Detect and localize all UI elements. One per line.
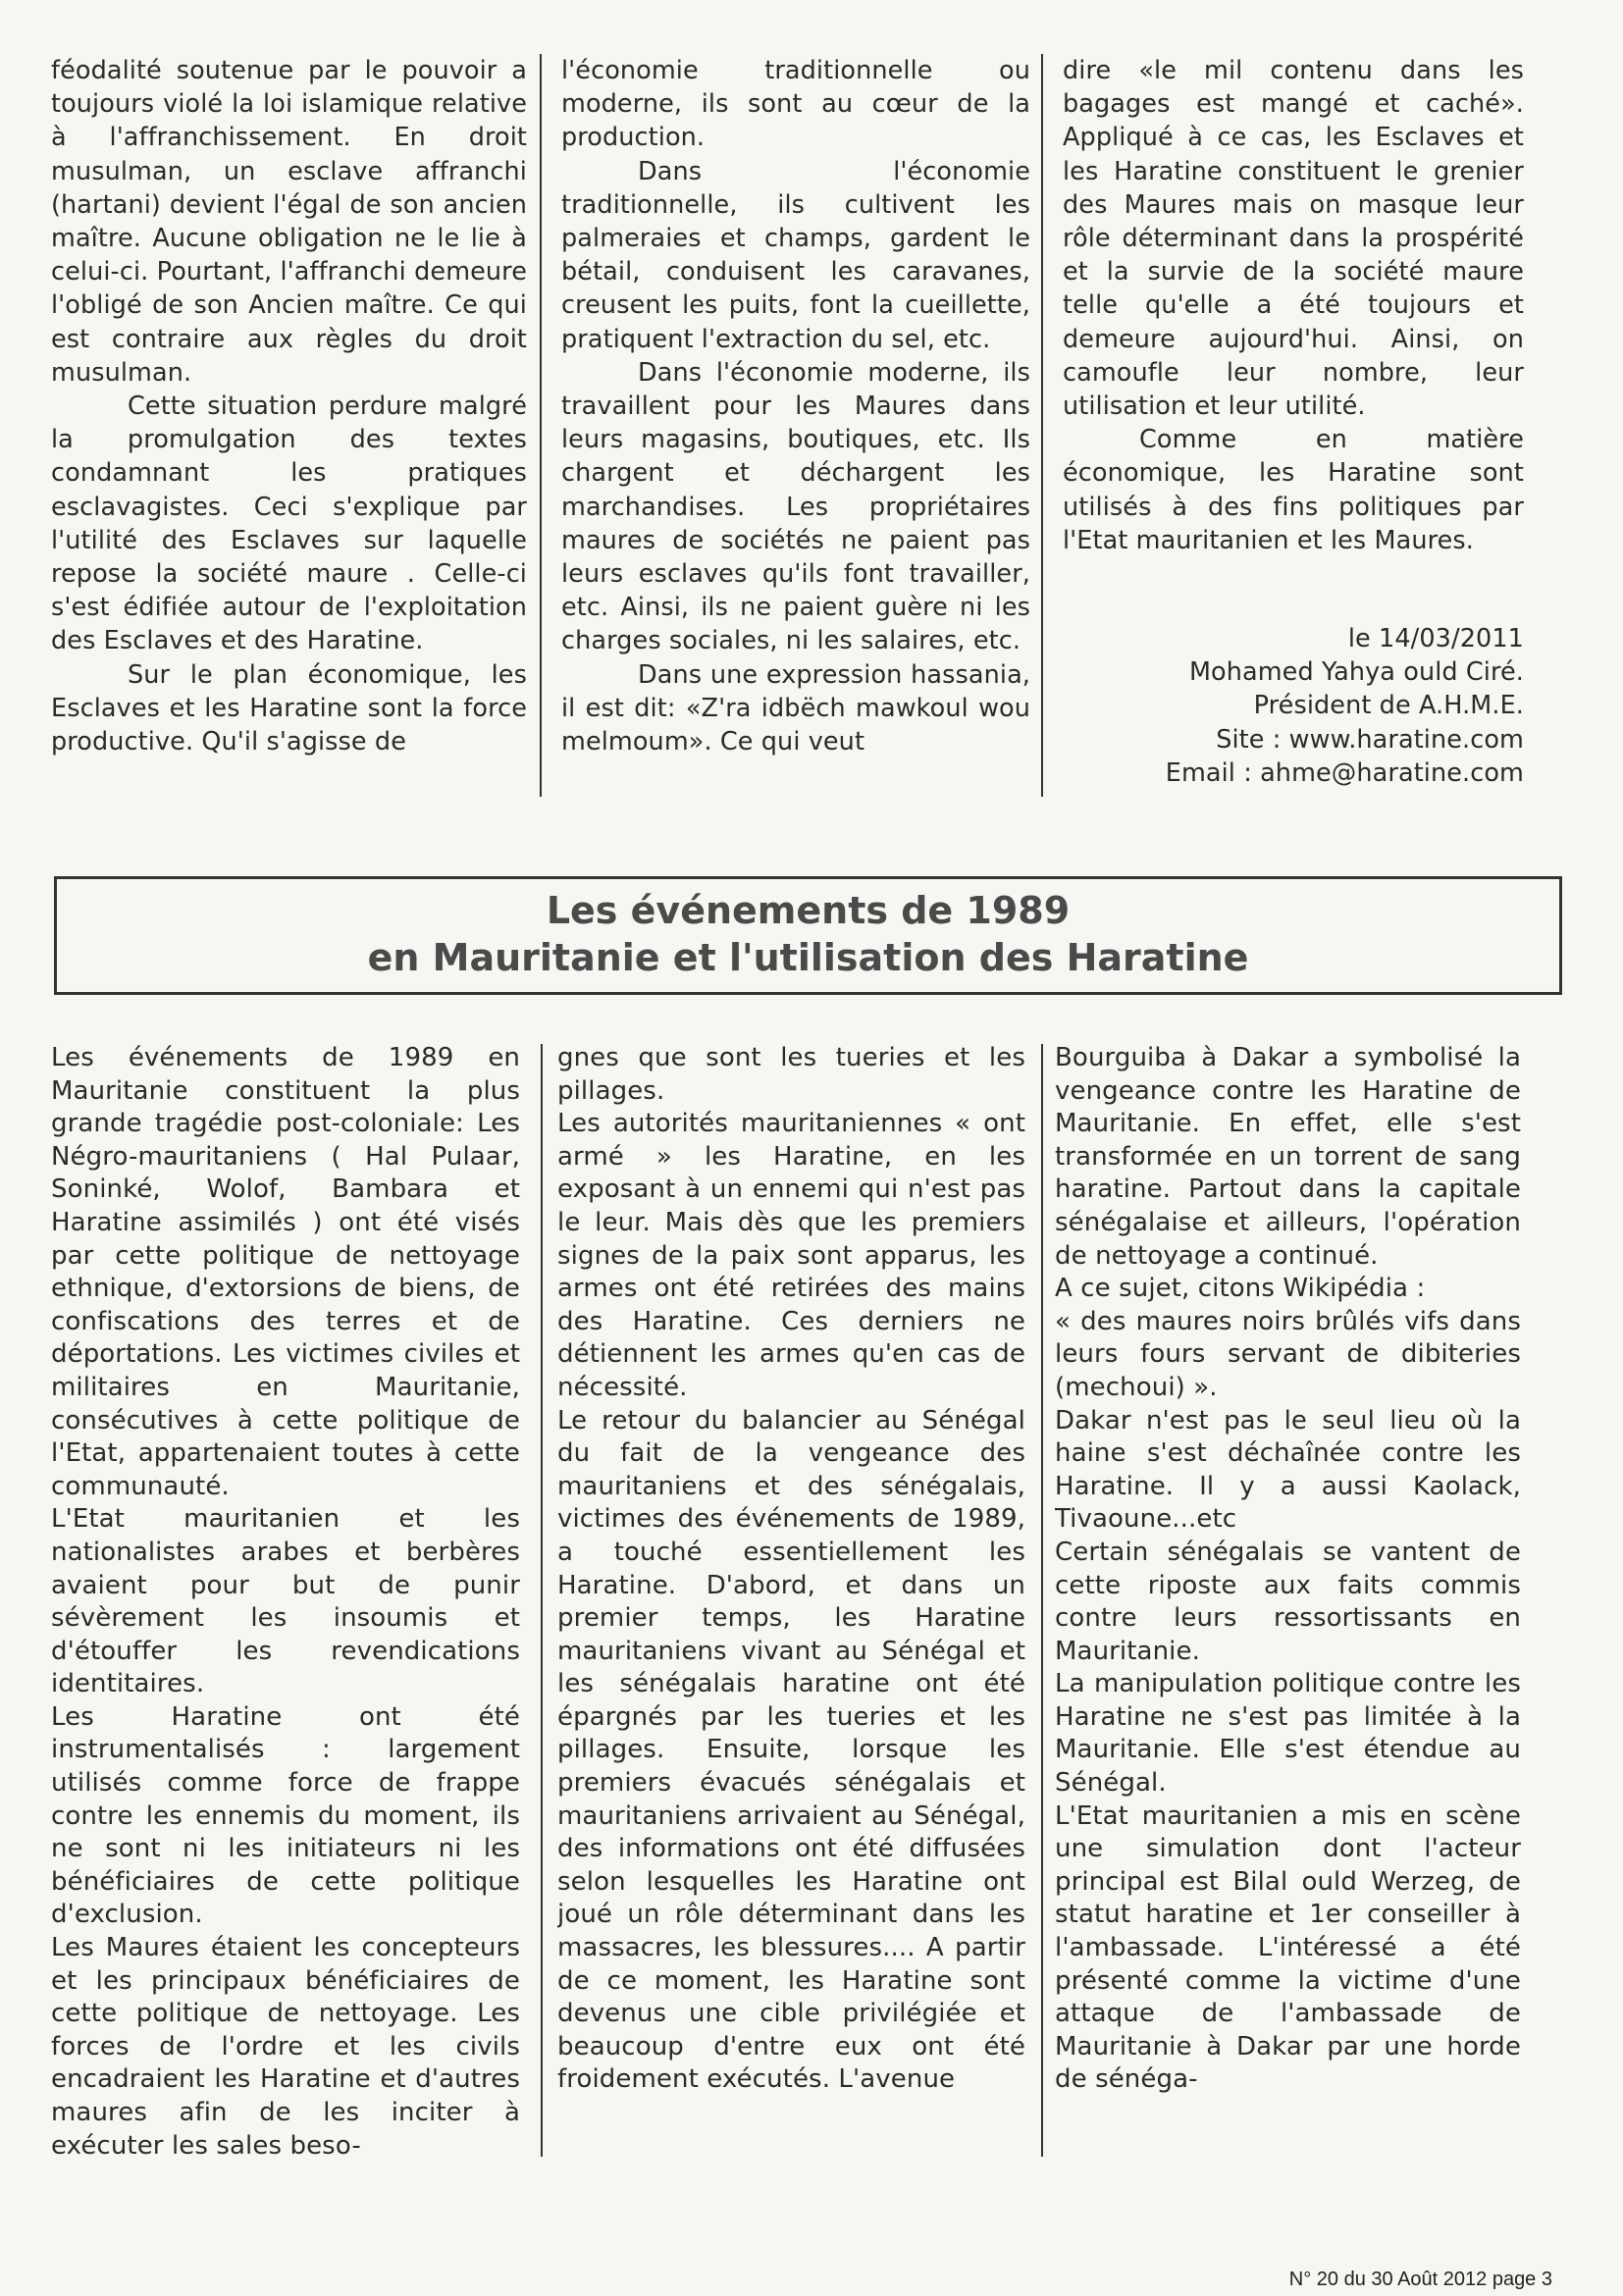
paragraph: L'Etat mauritanien et les nationalistes arabes et berbères avaient pour but de punir sévèrement les insoumis et d'étouffer les revendications identitaires. [51,1504,520,1699]
paragraph: Cette situation perdure malgré la promulgation des textes condamnant les pratiques esclavagistes. Ceci s'explique par l'utilité des Esclaves sur laquelle repose la société maure . Celle-ci s'est édifiée autour de l'exploitation des Esclaves et des Haratine. [51,391,527,656]
paragraph: Dans l'économie moderne, ils travaillent pour les Maures dans leurs magasins, boutiques, etc. Ils chargent et déchargent les marchandises. Les propriétaires maures de sociétés ne paient pas leurs esclaves qu'ils font travailler, etc. Ainsi, ils ne paient guère ni les charges sociales, ni les salaires, etc. [561,357,1030,656]
paragraph: Bourguiba à Dakar a symbolisé la vengeance contre les Haratine de Mauritanie. En effet, elle s'est transformée en un torrent de sang haratine. Partout dans la capitale sénégalaise et ailleurs, l'opération de nettoyage a continué. [1055,1043,1521,1271]
paragraph: gnes que sont les tueries et les pillages. [557,1043,1025,1106]
column-divider [1041,1044,1043,2157]
article-title-box [54,876,1562,995]
paragraph: Dakar n'est pas le seul lieu où la haine s'est déchaînée contre les Haratine. Il y a aussi Kaolack, Tivaoune...etc [1055,1405,1521,1535]
paragraph: A ce sujet, citons Wikipédia : [1055,1274,1426,1304]
article-title-line-2: en Mauritanie et l'utilisation des Haratine [367,936,1249,979]
bottom-column-3 [1055,1042,1521,2170]
column-divider [540,54,542,797]
article-title-line-1: Les événements de 1989 [546,889,1071,932]
paragraph: Sur le plan économique, les Esclaves et les Haratine sont la force productive. Qu'il s'agisse de [51,659,527,757]
paragraph: Dans une expression hassania, il est dit: «Z'ra idbëch mawkoul wou melmoum». Ce qui veut [561,659,1030,757]
paragraph: Les autorités mauritaniennes « ont armé » les Haratine, en les exposant à un ennemi qui n'est pas le leur. Mais dès que les premiers signes de la paix sont apparus, les armes ont été retirées des mains des Haratine. Ces derniers ne détiennent les armes qu'en cas de nécessité. [557,1109,1025,1402]
bottom-column-2 [557,1042,1025,2170]
paragraph: Le retour du balancier au Sénégal du fait de la vengeance des mauritaniens et des sénégalais, victimes des événements de 1989, a touché essentiellement les Haratine. D'abord, et dans un premier temps, les Haratine mauritaniens vivant au Sénégal et les sénégalais haratine ont été épargnés par les tueries et les pillages. Ensuite, lorsque les premiers évacués sénégalais et mauritaniens arrivaient au Sénégal, des informations ont été diffusées selon lesquelles les Haratine ont joué un rôle déterminant dans les massacres, les blessures.... A partir de ce moment, les Haratine sont devenus une cible privilégiée et beaucoup d'entre eux ont été froidement exécutés. L'avenue [557,1405,1025,2095]
signature-role: Président de A.H.M.E. [1253,691,1524,721]
column-divider [1041,54,1043,797]
top-column-1 [51,54,527,800]
signature-email: Email : ahme@haratine.com [1165,757,1524,788]
top-column-2 [561,54,1030,800]
paragraph: Les Haratine ont été instrumentalisés : largement utilisés comme force de frappe contre les ennemis du moment, ils ne sont ni les initiateurs ni les bénéficiaires de cette politique d'exclusion. [51,1701,520,1930]
column-divider [541,1044,543,2157]
paragraph: Certain sénégalais se vantent de cette riposte aux faits commis contre leurs ressortissants en Mauritanie. [1055,1537,1521,1666]
signature-name: Mohamed Yahya ould Ciré. [1188,657,1524,688]
paragraph: Comme en matière économique, les Haratine sont utilisés à des fins politiques par l'Etat mauritanien et les Maures. [1063,425,1524,555]
paragraph: La manipulation politique contre les Haratine ne s'est pas limitée à la Mauritanie. Elle s'est étendue au Sénégal. [1055,1669,1521,1799]
paragraph: Les Maures étaient les concepteurs et les principaux bénéficiaires de cette politique de nettoyage. Les forces de l'ordre et les civils encadraient les Haratine et d'autres maures afin de les inciter à exécuter les sales beso- [51,1933,520,2161]
paragraph: Dans l'économie traditionnelle, ils cultivent les palmeraies et champs, gardent le bétail, conduisent les caravanes, creusent les puits, font la cueillette, pratiquent l'extraction du sel, etc. [561,156,1030,354]
paragraph: l'économie traditionnelle ou moderne, ils sont au cœur de la production. [561,56,1030,153]
signature-date: le 14/03/2011 [1347,624,1524,654]
paragraph: féodalité soutenue par le pouvoir a toujours violé la loi islamique relative à l'affranchissement. En droit musulman, un esclave affranchi (hartani) devient l'égal de son ancien maître. Aucune obligation ne le lie à celui-ci. Pourtant, l'affranchi demeure l'obligé de son Ancien maître. Ce qui est contraire aux règles du droit musulman. [51,56,527,388]
paragraph: dire «le mil contenu dans les bagages est mangé et caché». Appliqué à ce cas, les Esclaves et les Haratine constituent le grenier des Maures mais on masque leur rôle déterminant dans la prospérité et la survie de la société maure telle qu'elle a été toujours et demeure aujourd'hui. Ainsi, on camoufle leur nombre, leur utilisation et leur utilité. [1063,56,1524,422]
paragraph: « des maures noirs brûlés vifs dans leurs fours servant de dibiteries (mechoui) ». [1055,1306,1521,1402]
paragraph: L'Etat mauritanien a mis en scène une simulation dont l'acteur principal est Bilal ould Werzeg, de statut haratine et 1er conseiller à l'ambassade. L'intéressé a été présenté comme la victime d'une attaque de l'ambassade de Mauritanie à Dakar par une horde de sénéga- [1055,1800,1521,2095]
bottom-column-1 [51,1042,520,2170]
signature-block [1063,622,1524,790]
paragraph: Les événements de 1989 en Mauritanie constituent la plus grande tragédie post-coloniale: Les Négro-mauritaniens ( Hal Pulaar, Soninké, Wolof, Bambara et Haratine assimilés ) ont été visés par cette politique de nettoyage ethnique, d'extorsions de biens, de confiscations des terres et de déportations. Les victimes civiles et militaires en Mauritanie, consécutives à cette politique de l'Etat, appartenaient toutes à cette communauté. [51,1043,520,1501]
page-footer: N° 20 du 30 Août 2012 page 3 [1288,2269,1552,2290]
signature-site: Site : www.haratine.com [1216,724,1524,755]
top-column-3 [1063,54,1524,800]
